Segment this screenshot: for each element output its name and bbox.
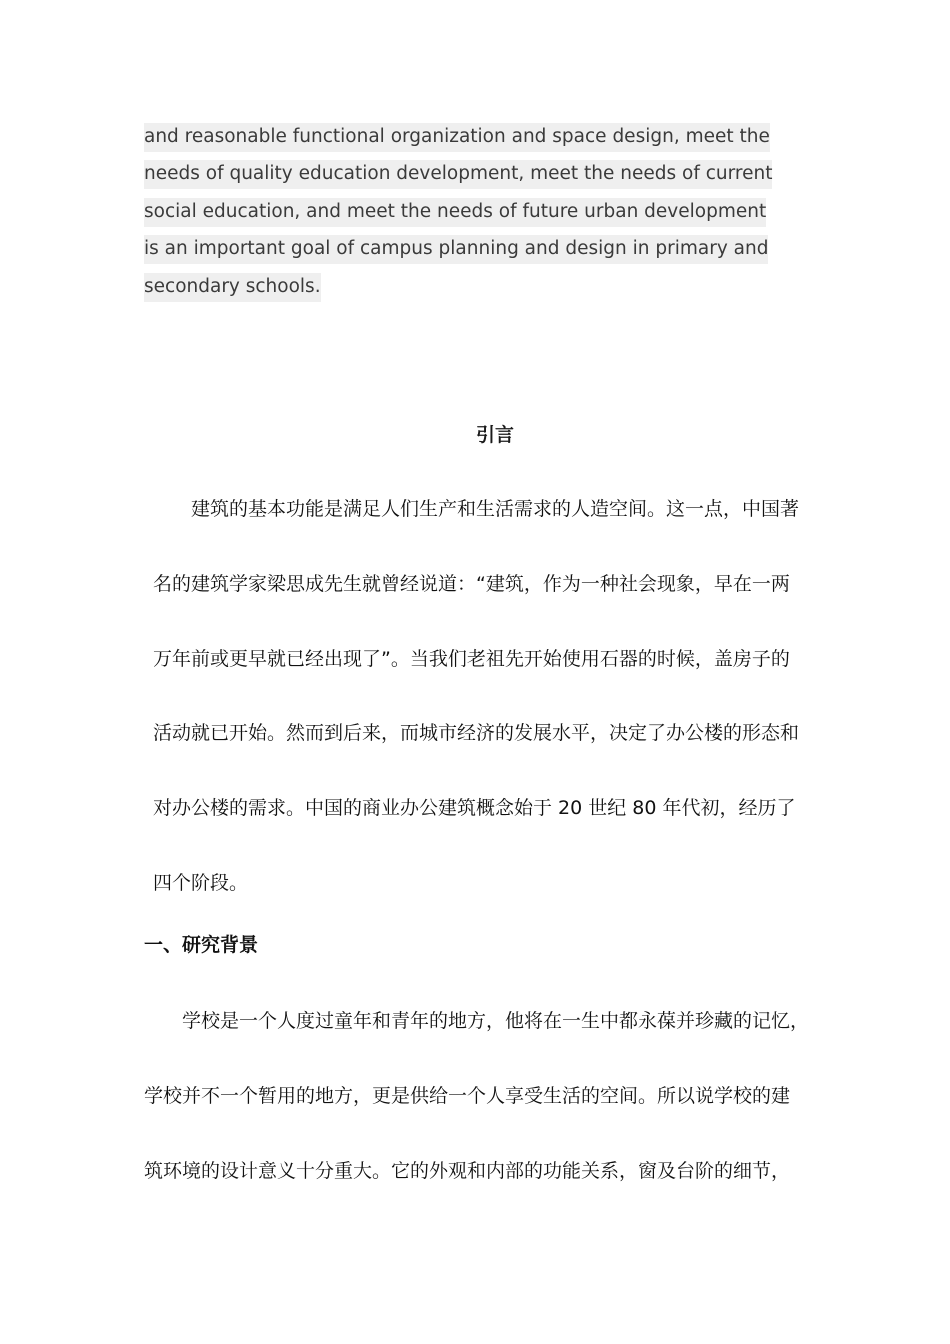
intro-line: 活动就已开始。然而到后来，而城市经济的发展水平，决定了办公楼的形态和 (153, 722, 800, 745)
abstract-line: is an important goal of campus planning and design in primary and (144, 230, 806, 267)
background-line: 筑环境的设计意义十分重大。它的外观和内部的功能关系，窗及台阶的细节， (144, 1159, 791, 1182)
intro-line: 建筑的基本功能是满足人们生产和生活需求的人造空间。这一点，中国著 (191, 498, 800, 520)
background-line: 学校并不一个暂用的地方，更是供给一个人享受生活的空间。所以说学校的建 (144, 1084, 791, 1107)
background-line: 学校是一个人度过童年和青年的地方，他将在一生中都永葆并珍藏的记忆， (182, 1010, 810, 1032)
intro-line: 万年前或更早就已经出现了”。当我们老祖先开始使用石器的时候，盖房子的 (153, 647, 790, 670)
intro-line: 名的建筑学家梁思成先生就曾经说道：“建筑，作为一种社会现象，早在一两 (153, 572, 790, 595)
abstract-line: secondary schools. (144, 268, 806, 305)
abstract-line: needs of quality education development, meet the needs of current (144, 155, 806, 192)
abstract-line: social education, and meet the needs of future urban development (144, 193, 806, 230)
intro-line: 对办公楼的需求。中国的商业办公建筑概念始于 20 世纪 80 年代初，经历了 (153, 797, 796, 820)
intro-paragraph (153, 494, 806, 943)
intro-line: 四个阶段。 (153, 871, 249, 894)
intro-title: 引言 (475, 424, 514, 446)
research-background-paragraph (144, 1006, 816, 1230)
english-abstract-paragraph (144, 118, 806, 305)
abstract-line: and reasonable functional organization and space design, meet the (144, 118, 806, 155)
research-background-heading: 一、研究背景 (144, 934, 259, 956)
